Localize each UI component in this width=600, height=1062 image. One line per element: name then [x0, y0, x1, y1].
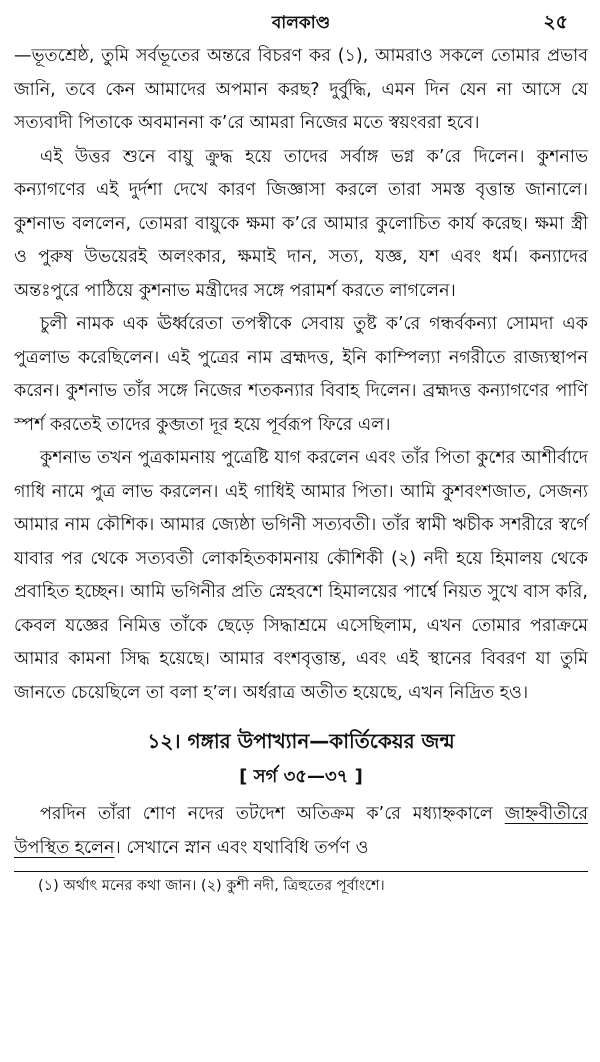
running-title: বালকাণ্ড	[271, 13, 331, 33]
canto-reference: [ সর্গ ৩৫—৩৭ ]	[239, 766, 363, 787]
footnote-divider	[14, 871, 588, 872]
body-text-continued	[14, 798, 588, 865]
footnotes: (১) অর্থাৎ মনের কথা জান। (২) কুশী নদী, ত্রিহুতের পূর্বাংশে।	[38, 878, 385, 894]
page-number: ২৫	[543, 11, 568, 33]
paragraph: চুলী নামক এক ঊর্ধ্বরেতা তপস্বীকে সেবায় তুষ্ট ক’রে গন্ধর্বকন্যা সোমদা এক পুত্রলাভ করেছিলেন। এই পুত্রের নাম ব্রহ্মদত্ত, ইনি কাম্পিল্যা নগরীতে রাজ্যস্থাপন করেন। কুশনাভ তাঁর সঙ্গে নিজের শতকন্যার বিবাহ দিলেন। ব্রহ্মদত্ত কন্যাগণের পাণি স্পর্শ করতেই তাদের কুব্জতা দূর হয়ে পূর্বরূপ ফিরে এল।	[14, 314, 588, 435]
underlined-text: জাহ্নবীতীরে উপস্থিত হলেন	[14, 804, 588, 858]
paragraph-text: পরদিন তাঁরা শোণ নদের তটদেশ অতিক্রম ক’রে মধ্যাহ্নকালে	[40, 804, 505, 824]
paragraph: এই উত্তর শুনে বায়ু ক্রুদ্ধ হয়ে তাদের সর্বাঙ্গ ভগ্ন ক’রে দিলেন। কুশনাভ কন্যাগণের এই দুর্দশা দেখে কারণ জিজ্ঞাসা করলে তারা সমস্ত বৃত্তান্ত জানালে। কুশনাভ বললেন, তোমরা বায়ুকে ক্ষমা ক’রে আমার কুলোচিত কার্য করেছ। ক্ষমা স্ত্রী ও পুরুষ উভয়েরই অলংকার, ক্ষমাই দান, সত্য, যজ্ঞ, যশ এবং ধর্ম। কন্যাদের অন্তঃপুরে পাঠিয়ে কুশনাভ মন্ত্রীদের সঙ্গে পরামর্শ করতে লাগলেন।	[14, 146, 588, 301]
paragraph: —ভূতশ্রেষ্ঠ, তুমি সর্বভূতের অন্তরে বিচরণ কর (১), আমরাও সকলে তোমার প্রভাব জানি, তবে কেন আমাদের অপমান করছ? দুর্বুদ্ধি, এমন দিন যেন না আসে যে সত্যবাদী পিতাকে অবমাননা ক’রে আমরা নিজের মতে স্বয়ংবরা হবে।	[14, 46, 588, 133]
paragraph	[14, 798, 588, 865]
chapter-heading: ১২। গঙ্গার উপাখ্যান—কার্তিকেয়র জন্ম	[147, 729, 455, 753]
paragraph-text: । সেখানে স্নান এবং যথাবিধি তর্পণ ও	[114, 837, 369, 858]
body-text	[14, 40, 588, 710]
paragraph: কুশনাভ তখন পুত্রকামনায় পুত্রেষ্টি যাগ করলেন এবং তাঁর পিতা কুশের আশীর্বাদে গাধি নামে পুত্র লাভ করলেন। এই গাধিই আমার পিতা। আমি কুশবংশজাত, সেজন্য আমার নাম কৌশিক। আমার জ্যেষ্ঠা ভগিনী সত্যবতী। তাঁর স্বামী ঋচীক সশরীরে স্বর্গে যাবার পর থেকে সত্যবতী লোকহিতকামনায় কৌশিকী (২) নদী হয়ে হিমালয় থেকে প্রবাহিত হচ্ছেন। আমি ভগিনীর প্রতি স্নেহবশে হিমালয়ের পার্শ্বে নিয়ত সুখে বাস করি, কেবল যজ্ঞের নিমিত্ত তাঁকে ছেড়ে সিদ্ধাশ্রমে এসেছিলাম, এখন তোমার পরাক্রমে আমার কামনা সিদ্ধ হয়েছে। আমার বংশবৃত্তান্ত, এবং এই স্থানের বিবরণ যা তুমি জানতে চেয়েছিলে তা বলা হ’ল। অর্ধরাত্র অতীত হয়েছে, এখন নিদ্রিত হও।	[14, 448, 588, 703]
page-header	[14, 0, 588, 40]
